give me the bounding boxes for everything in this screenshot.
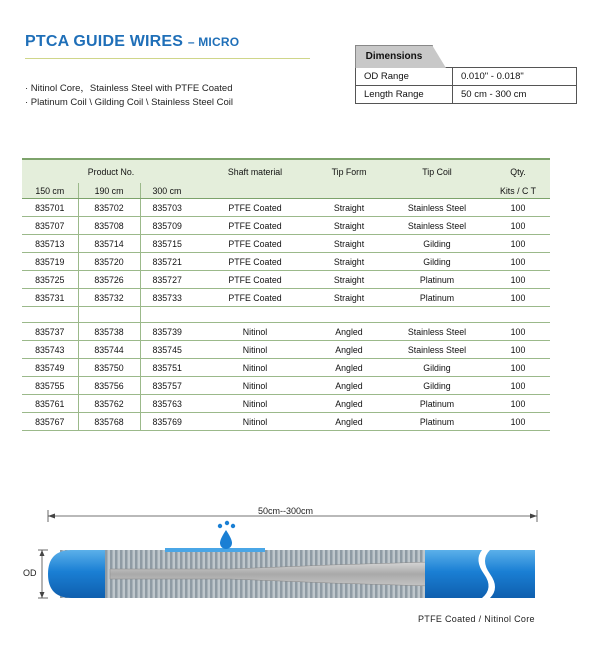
cell-qty: 100 [486,271,550,289]
product-table [22,158,550,431]
cell-shaft-material: PTFE Coated [200,199,310,217]
cell-shaft-material: PTFE Coated [200,235,310,253]
table-row [22,395,550,413]
cell-190cm: 835714 [78,235,140,253]
subheader-190cm: 190 cm [78,183,140,199]
dimensions-value: 50 cm - 300 cm [453,86,577,104]
cell-qty: 100 [486,395,550,413]
header-qty: Qty. [486,159,550,183]
cell-tip-coil: Platinum [388,395,486,413]
od-label: OD [23,568,37,578]
cell-150cm: 835755 [22,377,78,395]
dimensions-row [356,86,577,104]
cell-shaft-material: Nitinol [200,323,310,341]
cell-tip-coil: Gilding [388,377,486,395]
table-row [22,377,550,395]
cell-300cm: 835745 [140,341,200,359]
table-row [22,413,550,431]
page-title [25,33,239,51]
dimensions-label: Length Range [356,86,453,104]
cell-qty: 100 [486,289,550,307]
cell-tip-form: Angled [310,323,388,341]
header-product-no: Product No. [22,159,200,183]
cell-300cm: 835739 [140,323,200,341]
cell-190cm: 835702 [78,199,140,217]
cell-tip-coil: Gilding [388,235,486,253]
cell-tip-form: Straight [310,217,388,235]
cell-190cm: 835726 [78,271,140,289]
table-header-row [22,159,550,183]
dimensions-label: OD Range [356,68,453,86]
dimensions-table [355,67,577,104]
cell-tip-coil: Stainless Steel [388,217,486,235]
table-row [22,253,550,271]
cell-300cm: 835769 [140,413,200,431]
table-row [22,217,550,235]
cell-tip-coil: Gilding [388,253,486,271]
droplet-icon [218,521,235,549]
cell-150cm: 835749 [22,359,78,377]
cell-150cm: 835701 [22,199,78,217]
table-spacer-row [22,307,550,323]
cell-tip-form: Straight [310,271,388,289]
subheader-300cm: 300 cm [140,183,200,199]
cell-190cm: 835720 [78,253,140,271]
cell-tip-coil: Platinum [388,271,486,289]
table-row [22,323,550,341]
cell-150cm: 835767 [22,413,78,431]
dimensions-row [356,68,577,86]
cell-300cm: 835763 [140,395,200,413]
cell-300cm: 835733 [140,289,200,307]
cell-qty: 100 [486,199,550,217]
feature-line-2: · Platinum Coil \ Gilding Coil \ Stainless Steel Coil [25,97,234,108]
cell-190cm: 835708 [78,217,140,235]
cell-150cm: 835725 [22,271,78,289]
title-subtitle: – MICRO [187,35,240,49]
dimensions-box [355,45,577,104]
cell-300cm: 835703 [140,199,200,217]
dimensions-heading: Dimensions [355,45,433,68]
cell-190cm: 835750 [78,359,140,377]
cell-190cm: 835768 [78,413,140,431]
header-shaft-material: Shaft material [200,159,310,183]
header-tip-coil: Tip Coil [388,159,486,183]
title-text: PTCA GUIDE WIRES [25,33,184,50]
cell-300cm: 835727 [140,271,200,289]
od-dimension-line [38,550,48,598]
cell-shaft-material: Nitinol [200,413,310,431]
title-divider [25,58,310,59]
spacer-cell [22,307,78,323]
table-row [22,271,550,289]
dimensions-header [355,45,577,67]
cell-150cm: 835743 [22,341,78,359]
cell-shaft-material: Nitinol [200,341,310,359]
cell-150cm: 835761 [22,395,78,413]
subheader-empty [310,183,388,199]
cell-qty: 100 [486,341,550,359]
cell-qty: 100 [486,253,550,271]
cell-qty: 100 [486,413,550,431]
cell-190cm: 835744 [78,341,140,359]
cell-300cm: 835721 [140,253,200,271]
ptfe-coated-end [485,550,535,598]
cell-shaft-material: Nitinol [200,359,310,377]
spacer-cell [78,307,140,323]
spacer-cell [486,307,550,323]
cell-tip-form: Straight [310,289,388,307]
cell-tip-form: Angled [310,395,388,413]
cell-tip-coil: Gilding [388,359,486,377]
cell-150cm: 835707 [22,217,78,235]
cell-190cm: 835732 [78,289,140,307]
table-row [22,359,550,377]
cell-tip-form: Angled [310,341,388,359]
cell-tip-form: Angled [310,377,388,395]
cell-150cm: 835719 [22,253,78,271]
table-row [22,289,550,307]
cell-300cm: 835757 [140,377,200,395]
cell-150cm: 835737 [22,323,78,341]
cell-300cm: 835709 [140,217,200,235]
cell-shaft-material: PTFE Coated [200,253,310,271]
spacer-cell [310,307,388,323]
length-label: 50cm--300cm [258,506,314,516]
dimensions-value: 0.010" - 0.018" [453,68,577,86]
table-body [22,199,550,431]
cell-190cm: 835762 [78,395,140,413]
cell-qty: 100 [486,377,550,395]
cell-300cm: 835715 [140,235,200,253]
ptfe-coated-section [425,550,489,598]
cell-tip-form: Straight [310,253,388,271]
spacer-cell [388,307,486,323]
cell-tip-form: Angled [310,413,388,431]
cell-qty: 100 [486,217,550,235]
subheader-qty-unit: Kits / C T [486,183,550,199]
spacer-cell [200,307,310,323]
cell-tip-coil: Platinum [388,289,486,307]
diagram-caption: PTFE Coated / Nitinol Core [418,614,535,624]
cell-300cm: 835751 [140,359,200,377]
cell-tip-coil: Stainless Steel [388,341,486,359]
cell-shaft-material: PTFE Coated [200,289,310,307]
cell-tip-form: Angled [310,359,388,377]
cell-tip-form: Straight [310,199,388,217]
cell-qty: 100 [486,235,550,253]
cell-150cm: 835713 [22,235,78,253]
coating-highlight [165,548,265,552]
cell-shaft-material: Nitinol [200,395,310,413]
cell-150cm: 835731 [22,289,78,307]
cell-tip-coil: Platinum [388,413,486,431]
table-row [22,199,550,217]
subheader-150cm: 150 cm [22,183,78,199]
subheader-empty [388,183,486,199]
cell-shaft-material: PTFE Coated [200,271,310,289]
cell-shaft-material: Nitinol [200,377,310,395]
cell-tip-coil: Stainless Steel [388,199,486,217]
blue-tip [48,550,105,598]
cell-qty: 100 [486,323,550,341]
cell-shaft-material: PTFE Coated [200,217,310,235]
cell-tip-form: Straight [310,235,388,253]
table-row [22,341,550,359]
cell-190cm: 835738 [78,323,140,341]
table-row [22,235,550,253]
header-tip-form: Tip Form [310,159,388,183]
table-subheader-row [22,183,550,199]
spacer-cell [140,307,200,323]
cell-tip-coil: Stainless Steel [388,323,486,341]
feature-line-1: · Nitinol Core，Stainless Steel with PTFE Coated [25,83,233,94]
cell-qty: 100 [486,359,550,377]
cell-190cm: 835756 [78,377,140,395]
product-table-wrap [22,158,550,431]
subheader-empty [200,183,310,199]
